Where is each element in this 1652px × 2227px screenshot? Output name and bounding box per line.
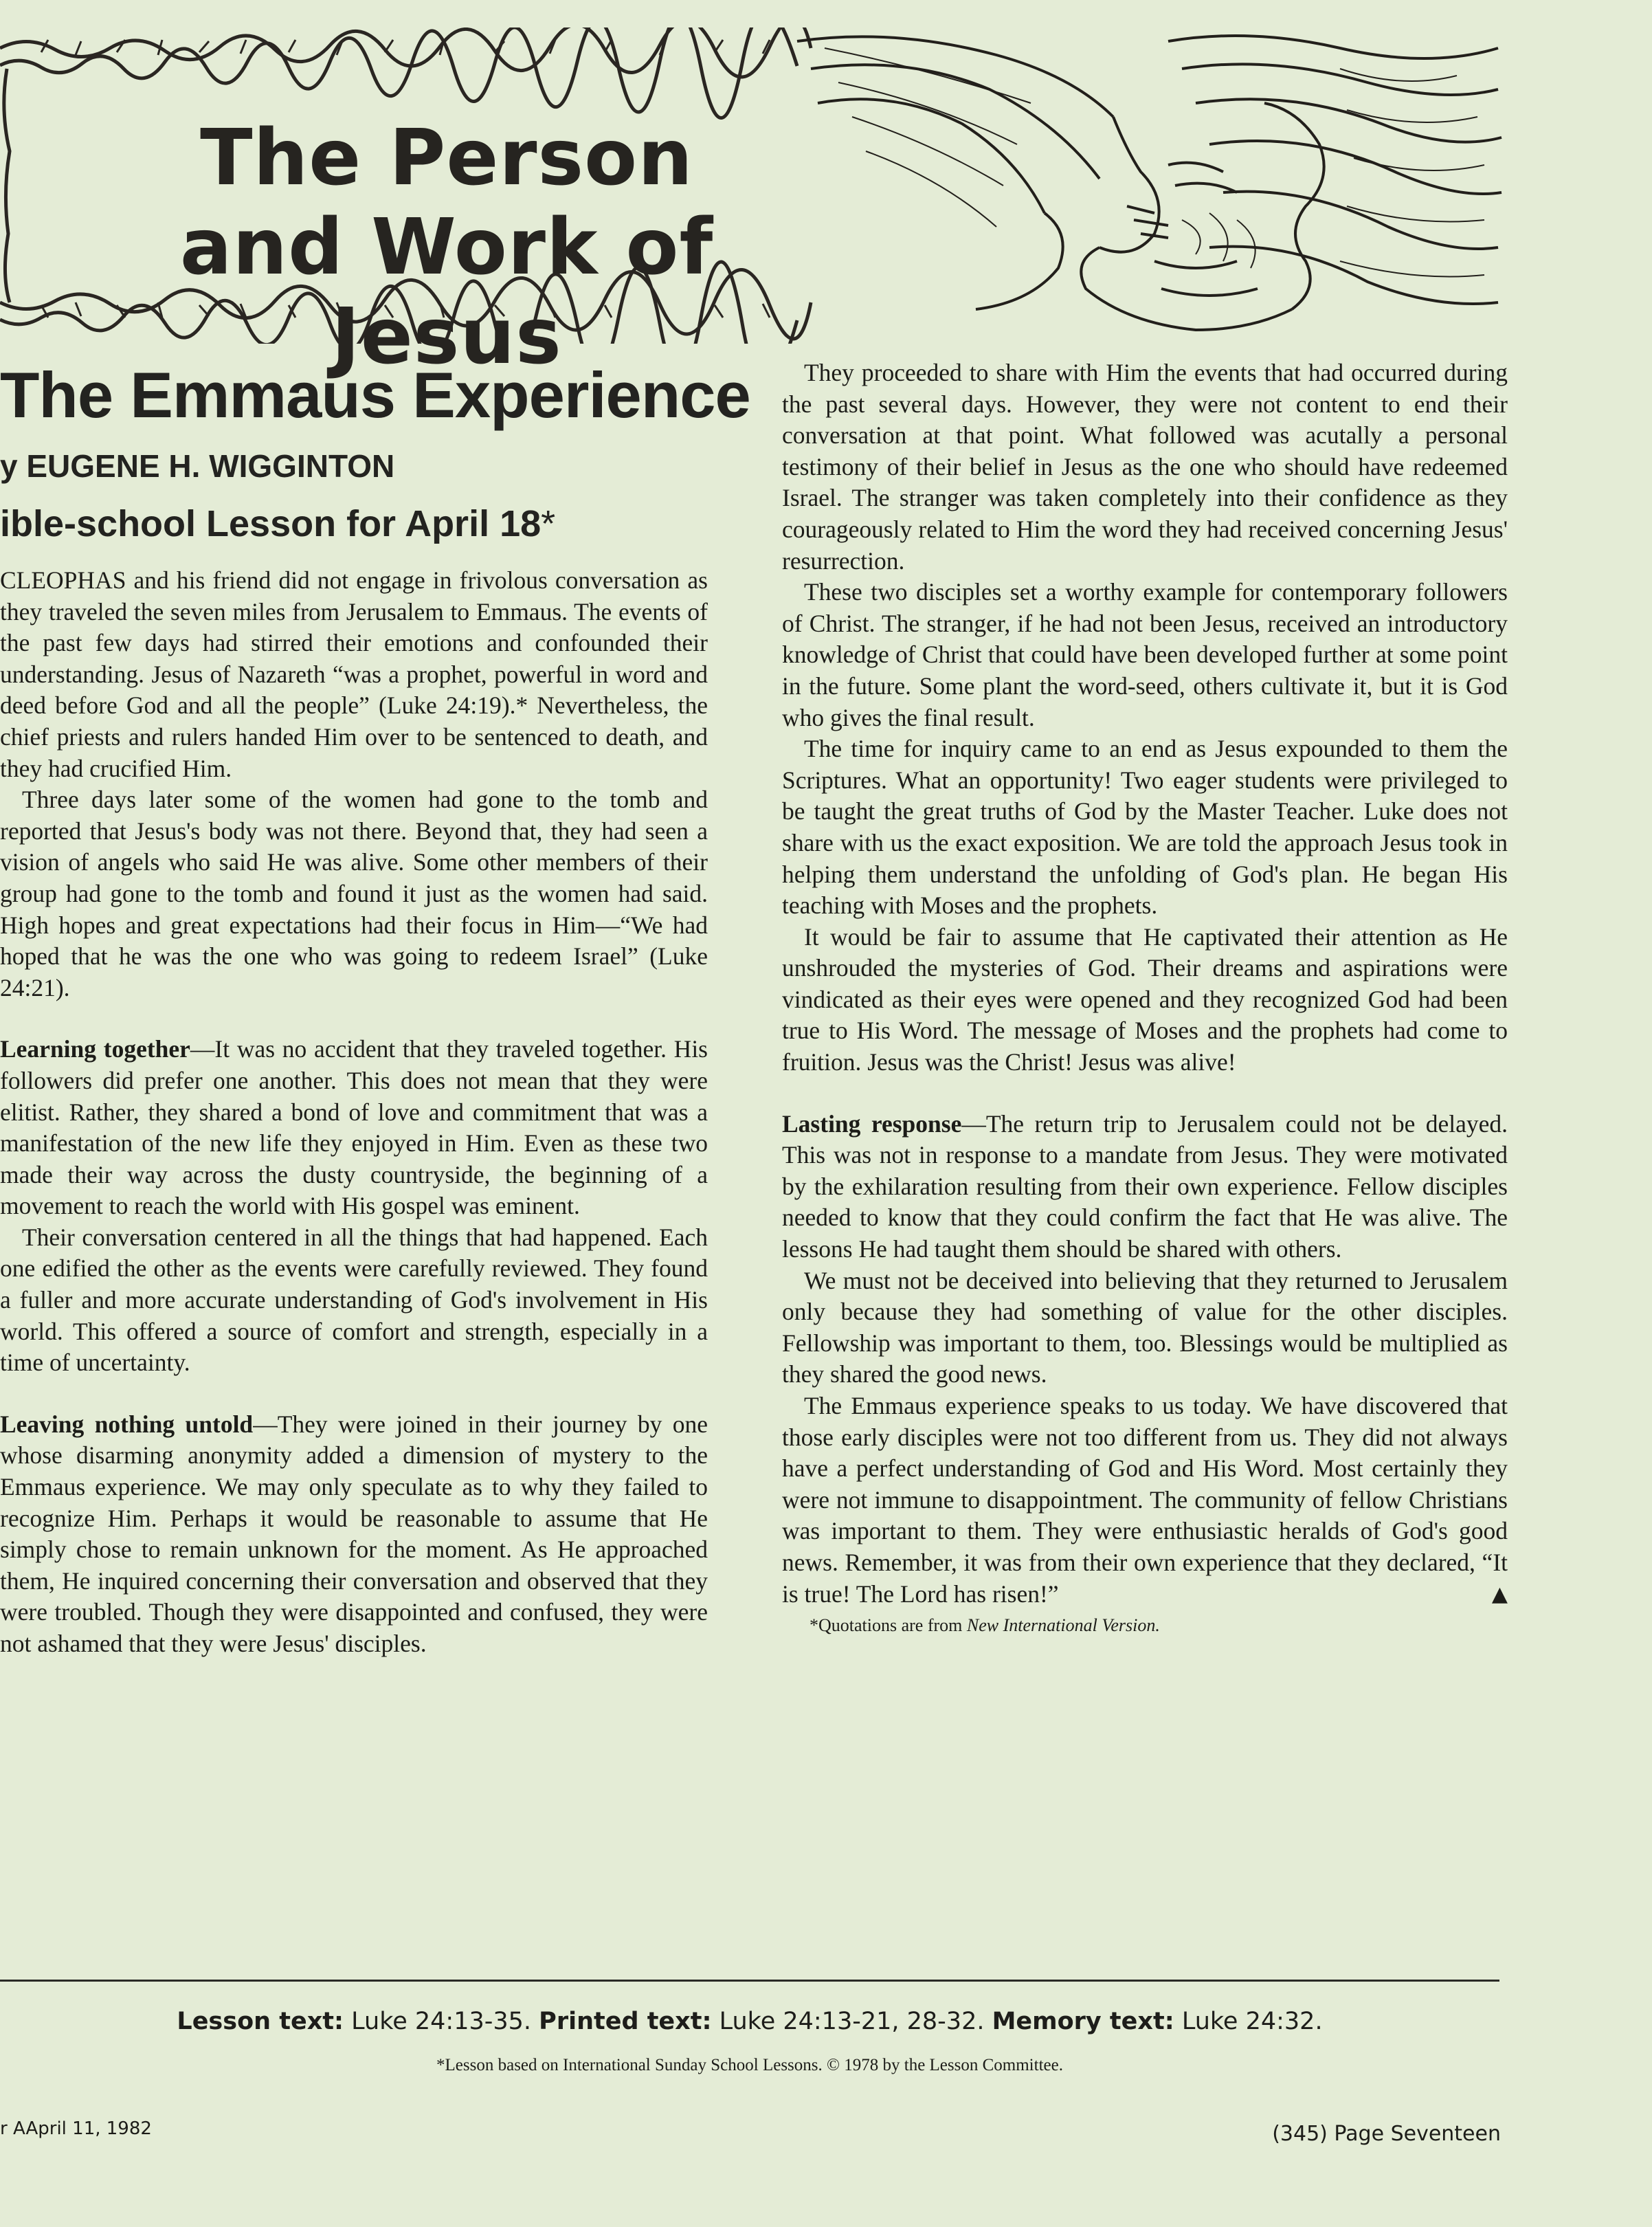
divider: [0, 1980, 1499, 1982]
lesson-label-text: ible-school Lesson for April 18: [0, 503, 542, 544]
footnote-prefix: *Quotations are from: [810, 1615, 967, 1636]
paragraph-body: The Emmaus experience speaks to us today. We have discovered that those early disciples were not too different from us. They did not always have a perfect understanding of God and His Word. Most certainly they were not immune to disappointment. The community of fellow Christians was important to them. They were enthusiastic heralds of God's good news. Remember, it was from their own experience that they declared, “It is true! The Lord has risen!”: [782, 1392, 1508, 1608]
lesson-asterisk: *: [541, 503, 556, 544]
paragraph-body: —It was no accident that they traveled together. His followers did prefer one another. This does not mean that they were elitist. Rather, they shared a bond of love and commitment that was a manifestation of the new life they enjoyed in Him. Even as these two made their way across the dusty countryside, the beginning of a movement to reach the world with His gospel was eminent.: [0, 1035, 708, 1220]
paragraph: [782, 1391, 1508, 1610]
title-line-1: The Person: [200, 113, 693, 203]
page-title: [82, 113, 811, 381]
paragraph: [0, 1034, 708, 1222]
paragraph: Their conversation centered in all the things that had happened. Each one edified the other as the events were carefully reviewed. They found a fuller and more accurate understanding of God's involvement in His world. This offered a source of comfort and strength, especially in a time of uncertainty.: [0, 1223, 708, 1377]
paragraph: We must not be deceived into believing that they returned to Jerusalem only because they had something of value for the other disciples. Fellowship was important to them, too. Blessings would be multiplied as they shared the good news.: [782, 1266, 1508, 1388]
right-column: [782, 357, 1508, 1637]
lesson-text-label: Lesson text:: [177, 2008, 344, 2035]
author-byline: y EUGENE H. WIGGINTON: [0, 448, 395, 484]
copyright-note: *Lesson based on International Sunday School Lessons. © 1978 by the Lesson Committee.: [436, 2056, 1063, 2074]
paragraph: CLEOPHAS and his friend did not engage in frivolous conversation as they traveled the seven miles from Jerusalem to Emmaus. The events of the past few days had stirred their emotions and confounded their understanding. Jesus of Nazareth “was a prophet, powerful in word and deed before God and all the people” (Luke 24:19).* Nevertheless, the chief priests and rulers handed Him over to be sentenced to death, and they had crucified Him.: [0, 566, 708, 782]
article-title: The Emmaus Experience: [0, 359, 750, 431]
printed-text-label: Printed text:: [539, 2008, 712, 2035]
header-banner: [0, 27, 1505, 381]
printed-text-value: Luke 24:13-21, 28-32.: [711, 2008, 992, 2035]
footnote-source: New International Version.: [966, 1615, 1160, 1636]
paragraph: The time for inquiry came to an end as Jesus expounded to them the Scriptures. What an opportunity! Two eager students were privileged to be taught the great truths of God by the Master Teacher. Luke does not share with us the exact exposition. We are told the approach Jesus took in helping them understand the unfolding of God's plan. He began His teaching with Moses and the prophets.: [782, 735, 1508, 920]
section-heading: Learning together: [0, 1035, 190, 1063]
paragraph: [782, 1109, 1508, 1265]
left-column: [0, 357, 750, 1660]
paragraph: They proceeded to share with Him the events that had occurred during the past several days. However, they were not content to end their conversation at that point. What followed was acutally a personal testimony of their belief in Jesus as the one who should have redeemed Israel. The stranger was taken completely into their confidence as they courageously related to Him the word they had received concerning Jesus' resurrection.: [782, 359, 1508, 575]
paragraph: These two disciples set a worthy example for contemporary followers of Christ. The stranger, if he had not been Jesus, received an introductory knowledge of Christ that could have been developed further at some point in the future. Some plant the word-seed, others cultivate it, but it is God who gives the final result.: [782, 578, 1508, 731]
paragraph: It would be fair to assume that He captivated their attention as He unshrouded the mysteries of God. Their dreams and aspirations were vindicated as their eyes were opened and they recognized God had been true to His Word. The message of Moses and the prophets had come to fruition. Jesus was the Christ! Jesus was alive!: [782, 922, 1508, 1076]
title-line-2: and Work of Jesus: [179, 203, 714, 381]
lesson-references: [0, 2006, 1499, 2037]
paragraph-body: —The return trip to Jerusalem could not be delayed. This was not in response to a mandate from Jesus. They were motivated by the exhilaration resulting from their own experience. Fellow disciples needed to know that they could confirm the fact that He was alive. The lessons He had taught them should be shared with others.: [782, 1109, 1508, 1263]
lesson-text-value: Luke 24:13-35.: [344, 2008, 539, 2035]
section-heading: Lasting response: [782, 1109, 962, 1138]
page-number: (345) Page Seventeen: [1272, 2122, 1501, 2146]
end-mark-icon: ▲: [1491, 1582, 1508, 1606]
paragraph: Three days later some of the women had gone to the tomb and reported that Jesus's body was not there. Beyond that, they had seen a vision of angels who said He was alive. Some other members of their group had gone to the tomb and found it just as the women had said. High hopes and great expectations had their focus in Him—“We had hoped that he was the one who was going to redeem Israel” (Luke 24:21).: [0, 786, 708, 1001]
memory-text-label: Memory text:: [992, 2008, 1174, 2035]
footnote: [810, 1614, 1508, 1637]
section-heading: Leaving nothing untold: [0, 1410, 254, 1438]
lesson-label: [0, 502, 708, 546]
paragraph-body: —They were joined in their journey by one whose disarming anonymity added a dimension of mystery to the Emmaus experience. We may only speculate as to why they failed to recognize Him. Perhaps it would be reasonable to assume that He simply chose to remain unknown for the moment. As He approached them, He inquired concerning their conversation and observed that they were troubled. Though they were disappointed and confused, they were not ashamed that they were Jesus' disciples.: [0, 1410, 708, 1657]
memory-text-value: Luke 24:32.: [1174, 2008, 1323, 2035]
paragraph: [0, 1409, 708, 1660]
issue-date: r AApril 11, 1982: [0, 2118, 152, 2139]
